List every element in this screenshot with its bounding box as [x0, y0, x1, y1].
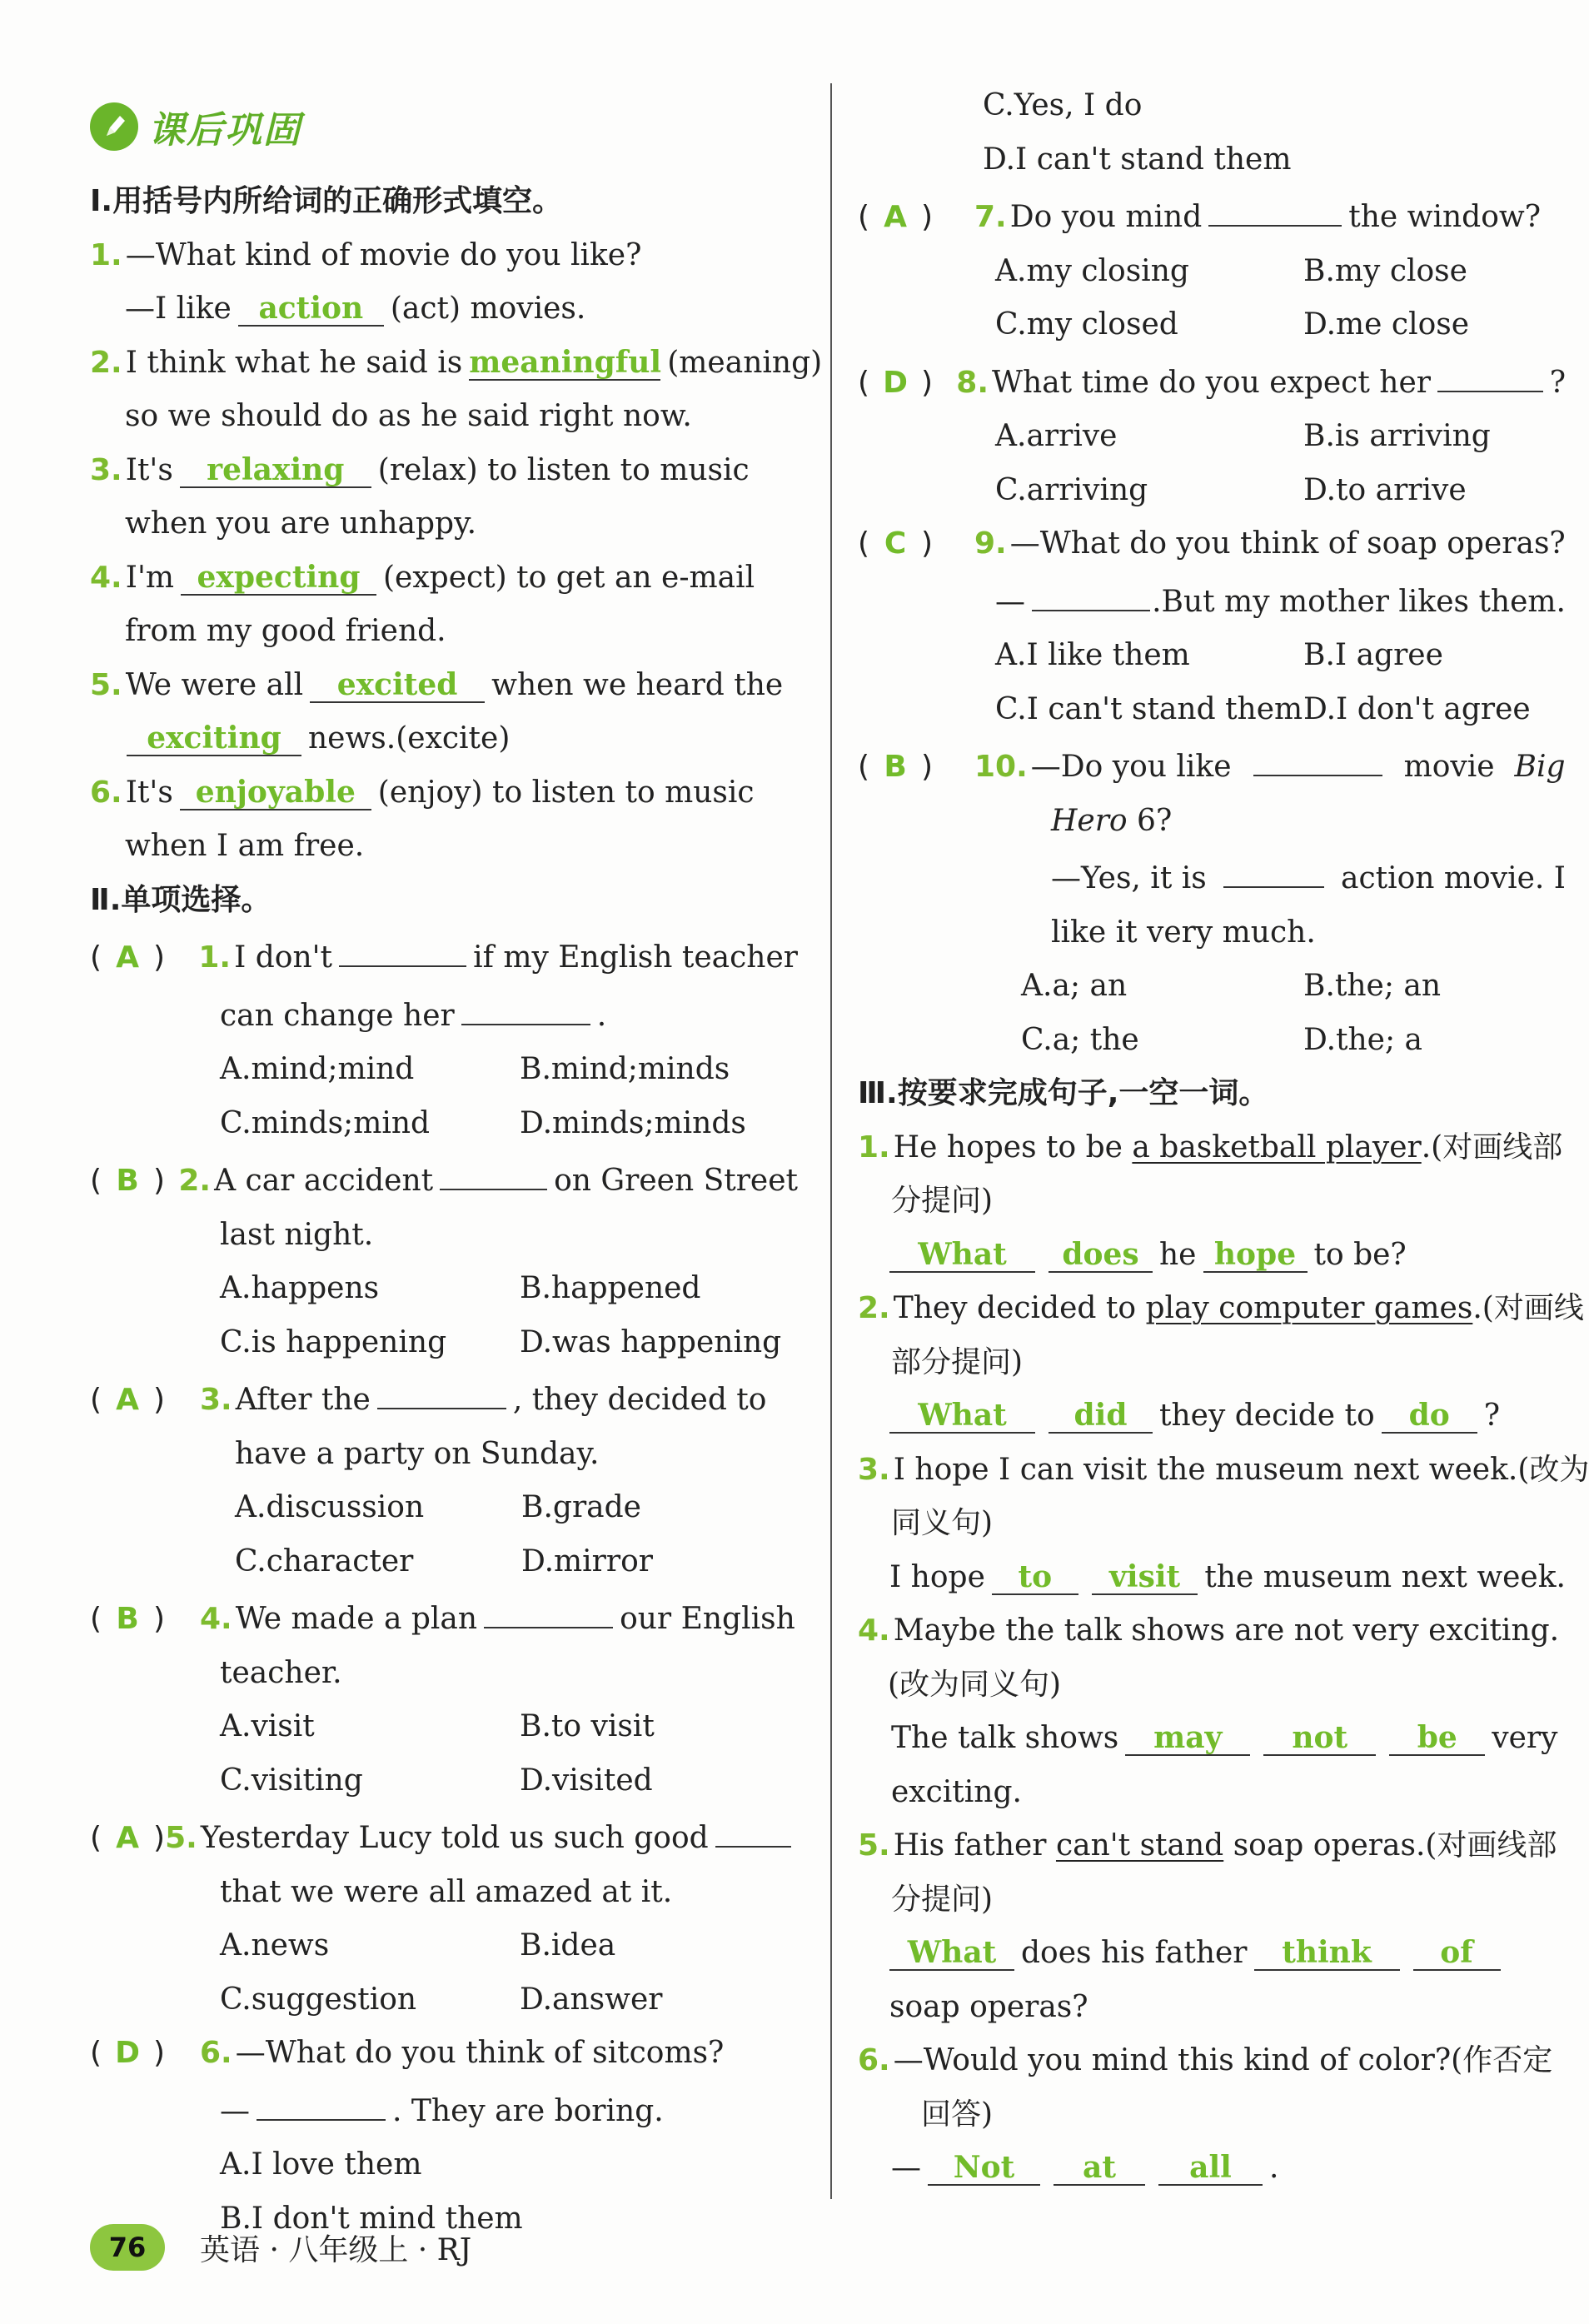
s2-q3-options-1	[90, 1481, 798, 1535]
answer-blank[interactable]	[461, 985, 590, 1025]
answer-blank[interactable]	[339, 927, 466, 967]
answer-blank[interactable]: not	[1263, 1716, 1376, 1756]
item-number: 1.	[90, 237, 122, 272]
question-text: the museum next week.	[1204, 1559, 1566, 1594]
option-b[interactable]: B.the; an	[1303, 969, 1442, 1003]
option-a[interactable]: A.news	[220, 1928, 330, 1962]
s1-item-5	[90, 659, 798, 713]
item-number: 4.	[858, 1613, 890, 1648]
question-text: A car accident	[214, 1164, 434, 1198]
s2-question-4-line2	[90, 1647, 798, 1701]
option-a[interactable]: A.I like them	[995, 638, 1190, 672]
answer-paren: ( B )	[90, 1593, 200, 1647]
question-text: when you are unhappy.	[125, 506, 477, 541]
s2-question-8	[858, 352, 1566, 411]
choice-answer[interactable]: D	[883, 365, 908, 400]
s2-question-1	[90, 927, 798, 985]
s3-item-4-line2	[858, 1658, 1566, 1713]
option-b[interactable]: B.I don't mind them	[220, 2201, 523, 2236]
answer-paren: ( D )	[90, 2027, 200, 2081]
item-number: 3.	[90, 452, 122, 487]
question-text: teacher.	[220, 1655, 342, 1690]
pencil-icon	[90, 102, 138, 151]
question-text: , they decided to	[512, 1383, 767, 1417]
s2-question-10-line4	[858, 906, 1566, 960]
question-text: have a party on Sunday.	[235, 1436, 600, 1471]
option-c[interactable]: C.visiting	[220, 1763, 363, 1798]
answer-paren: ( C )	[858, 517, 974, 571]
answer-blank[interactable]	[1437, 352, 1543, 392]
s2-q4-options-2	[90, 1754, 798, 1808]
option-c[interactable]: C.my closed	[995, 307, 1178, 342]
item-number: 3.	[858, 1452, 890, 1487]
column-divider	[830, 83, 832, 2199]
option-b[interactable]: B.to visit	[520, 1709, 655, 1743]
question-text: news.(excite)	[308, 721, 511, 756]
question-text: —What do you think of sitcoms?	[235, 2036, 725, 2070]
question-text: they decide to	[1159, 1399, 1375, 1433]
s2-q5-options-1	[90, 1919, 798, 1973]
question-text: soap operas?	[889, 1989, 1088, 2024]
s2-q2-options-1	[90, 1262, 798, 1316]
answer-blank[interactable]: expecting	[181, 556, 376, 596]
answer-blank[interactable]	[715, 1808, 791, 1848]
s2-q1-options-2	[90, 1097, 798, 1151]
answer-blank[interactable]: enjoyable	[180, 771, 371, 810]
question-text: our English	[620, 1602, 795, 1636]
s2-q8-options-2	[858, 464, 1566, 518]
s3-item-4	[858, 1604, 1566, 1658]
question-text: —	[891, 2151, 921, 2185]
underlined-part: a basketball player	[1132, 1130, 1422, 1164]
s1-item-4	[90, 551, 798, 606]
item-number: 5.	[165, 1821, 197, 1855]
s3-item-5-line2	[858, 1873, 1566, 1928]
question-text: —I like	[125, 292, 232, 326]
item-number: 8.	[956, 365, 989, 400]
option-c[interactable]: C.is happening	[220, 1324, 447, 1359]
s2-q3-options-2	[90, 1535, 798, 1589]
item-number: 2.	[178, 1164, 212, 1198]
item-number: 3.	[200, 1383, 232, 1417]
question-text: I'm	[125, 560, 174, 595]
option-d[interactable]: D.answer	[520, 1982, 663, 2017]
question-text: on Green Street	[554, 1164, 798, 1198]
s2-q7-options-1	[858, 245, 1566, 299]
option-d[interactable]: D.I can't stand them	[983, 142, 1292, 177]
s2-question-3	[90, 1369, 798, 1428]
s3-item-3-line2	[858, 1497, 1566, 1551]
s3-item-3-answer	[858, 1551, 1566, 1605]
question-text: if my English teacher	[473, 940, 798, 975]
question-text: He hopes to be	[893, 1130, 1123, 1164]
s2-question-5-line2	[90, 1866, 798, 1920]
option-c[interactable]: C.character	[235, 1544, 414, 1578]
header-title: 课后巩固	[148, 109, 301, 152]
s1-item-1-line2	[90, 282, 798, 337]
option-a[interactable]: A.arrive	[995, 419, 1118, 453]
s3-item-1-line2	[858, 1174, 1566, 1229]
option-a[interactable]: A.mind;mind	[220, 1052, 415, 1086]
answer-blank[interactable]: exciting	[127, 716, 301, 756]
s1-item-4-line2	[90, 605, 798, 659]
option-c[interactable]: C.a; the	[1021, 1022, 1139, 1057]
s2-q10-options-1	[858, 960, 1566, 1014]
question-text: so we should do as he said right now.	[125, 399, 692, 433]
option-a[interactable]: A.I love them	[220, 2147, 422, 2182]
choice-answer[interactable]: C	[884, 526, 907, 561]
question-text: that we were all amazed at it.	[220, 1874, 673, 1909]
option-c[interactable]: C.I can't stand them	[995, 691, 1303, 726]
item-number: 4.	[90, 560, 122, 595]
item-number: 2.	[858, 1291, 890, 1325]
s2-question-2	[90, 1150, 798, 1209]
option-d[interactable]: D.to arrive	[1303, 472, 1467, 507]
s2-question-3-line2	[90, 1428, 798, 1482]
option-b[interactable]: B.my close	[1303, 253, 1467, 288]
question-text: .	[1269, 2151, 1279, 2185]
answer-blank[interactable]	[377, 1369, 506, 1409]
s2-question-9-line2	[858, 571, 1566, 630]
movie-title: Hero	[1051, 803, 1128, 838]
question-text: when I am free.	[125, 829, 365, 863]
s3-item-6-line2	[858, 2088, 1566, 2142]
choice-answer[interactable]: A	[116, 1821, 139, 1855]
s3-item-1	[858, 1121, 1566, 1175]
s3-item-4-line4	[858, 1766, 1566, 1820]
choice-answer[interactable]: B	[116, 1602, 139, 1636]
option-c[interactable]: C.suggestion	[220, 1982, 417, 2017]
answer-blank[interactable]: of	[1413, 1931, 1501, 1971]
answer-paren: ( B )	[858, 741, 974, 795]
item-number: 1.	[198, 940, 232, 975]
option-b[interactable]: B.mind;minds	[520, 1052, 730, 1086]
item-number: 6.	[90, 775, 122, 810]
s2-question-5	[90, 1808, 798, 1866]
right-column	[858, 79, 1589, 2196]
answer-blank[interactable]: may	[1125, 1716, 1250, 1756]
answer-paren: ( B )	[90, 1155, 178, 1209]
s2-question-10-line2	[858, 795, 1566, 849]
question-text: (meaning)	[667, 345, 823, 380]
s2-question-7	[858, 187, 1566, 245]
answer-paren: ( A )	[90, 1812, 165, 1866]
question-text: 分提问)	[891, 1184, 994, 1218]
question-text: he	[1159, 1237, 1197, 1272]
section3-title: Ⅲ.按要求完成句子,一空一词。	[858, 1076, 1269, 1110]
s3-item-5-line4	[858, 1981, 1566, 2035]
s2-q9-options-2	[858, 683, 1566, 737]
option-c[interactable]: C.arriving	[995, 472, 1148, 507]
s2-q6-option-a	[90, 2138, 798, 2192]
s2-q10-options-2	[858, 1014, 1566, 1068]
question-text: —What do you think of soap operas?	[1009, 526, 1566, 561]
question-text: to be?	[1313, 1237, 1407, 1272]
option-d[interactable]: D.I don't agree	[1303, 691, 1531, 726]
question-text: .	[596, 998, 607, 1033]
question-text: from my good friend.	[125, 614, 446, 648]
question-text: the window?	[1348, 200, 1541, 234]
underlined-part: can't stand	[1055, 1828, 1224, 1863]
item-number: 1.	[858, 1130, 890, 1164]
s1-item-6-line2	[90, 820, 798, 874]
question-text: —	[220, 2093, 250, 2128]
option-c[interactable]: C.minds;mind	[220, 1105, 431, 1140]
question-text: —What kind of movie do you like?	[125, 237, 642, 272]
left-column	[90, 175, 823, 2246]
question-text: I hope I can visit the museum next week.(改为	[893, 1452, 1589, 1487]
question-text: 部分提问)	[891, 1344, 1024, 1379]
answer-blank[interactable]: all	[1158, 2146, 1263, 2186]
question-text: very	[1492, 1721, 1558, 1755]
s2-q7-options-2	[858, 298, 1566, 352]
question-text: does his father	[1021, 1936, 1248, 1970]
question-text: We made a plan	[235, 1602, 478, 1636]
question-text: 回答)	[921, 2097, 994, 2132]
answer-blank[interactable]: does	[1049, 1233, 1153, 1273]
question-text: can change her	[220, 998, 455, 1033]
s1-item-3	[90, 444, 798, 498]
question-text: They decided to	[893, 1291, 1137, 1325]
question-text: ?	[1483, 1399, 1501, 1433]
question-text: (enjoy) to listen to music	[377, 775, 755, 810]
option-a[interactable]: A.happens	[220, 1271, 380, 1305]
option-a[interactable]: A.my closing	[995, 253, 1189, 288]
section1-title: Ⅰ.用括号内所给词的正确形式填空。	[90, 184, 563, 218]
choice-answer[interactable]: A	[116, 940, 139, 975]
answer-blank[interactable]: What	[889, 1394, 1035, 1434]
question-text: —	[995, 584, 1025, 619]
s3-item-6	[858, 2034, 1566, 2088]
answer-paren: ( A )	[90, 1374, 200, 1428]
question-text: last night.	[220, 1217, 374, 1252]
answer-paren: ( A )	[90, 931, 198, 985]
question-text: Do you mind	[1009, 200, 1203, 234]
item-number: 2.	[90, 345, 122, 380]
option-b[interactable]: B.grade	[521, 1490, 641, 1524]
s2-q6-option-d	[858, 133, 1566, 187]
page-footer	[90, 2224, 471, 2271]
s2-q5-options-2	[90, 1973, 798, 2027]
option-d[interactable]: D.the; a	[1303, 1022, 1423, 1057]
question-text: We were all	[125, 667, 304, 702]
item-number: 7.	[974, 200, 1007, 234]
option-a[interactable]: A.discussion	[235, 1490, 425, 1524]
question-text: .(对画线	[1472, 1291, 1584, 1325]
s2-question-10	[858, 736, 1566, 795]
s1-item-1	[90, 229, 798, 283]
answer-paren: ( D )	[858, 357, 956, 411]
answer-blank[interactable]: hope	[1203, 1233, 1308, 1273]
answer-blank[interactable]	[1253, 736, 1382, 776]
question-text: movie	[1403, 750, 1495, 784]
s2-question-6-line2	[90, 2081, 798, 2139]
answer-blank[interactable]: Not	[928, 2146, 1040, 2186]
s1-item-6	[90, 766, 798, 820]
question-text: Maybe the talk shows are not very exciting.	[893, 1613, 1560, 1648]
movie-title: Big	[1514, 750, 1566, 784]
option-b[interactable]: B.is arriving	[1303, 419, 1491, 453]
s2-question-2-line2	[90, 1209, 798, 1263]
answer-blank[interactable]	[440, 1150, 547, 1190]
item-number: 6.	[200, 2036, 232, 2070]
question-text: soap operas.(对画线部	[1233, 1828, 1557, 1863]
answer-blank[interactable]: visit	[1092, 1555, 1198, 1595]
question-text: (expect) to get an e-mail	[383, 560, 755, 595]
question-text: His father	[893, 1828, 1047, 1863]
answer-blank[interactable]: relaxing	[180, 448, 371, 488]
choice-answer[interactable]: D	[115, 2036, 140, 2070]
question-text: . They are boring.	[392, 2093, 664, 2128]
question-text: action movie. I	[1341, 861, 1566, 895]
item-number: 10.	[974, 750, 1028, 784]
section-header	[90, 100, 301, 153]
s2-question-10-line3	[858, 848, 1566, 906]
s3-item-6-answer	[858, 2142, 1566, 2196]
option-d[interactable]: D.was happening	[520, 1324, 782, 1359]
item-number: 9.	[974, 526, 1007, 561]
answer-blank[interactable]	[1032, 571, 1150, 611]
choice-answer[interactable]: B	[884, 750, 907, 784]
answer-blank[interactable]: What	[889, 1233, 1035, 1273]
question-text: I think what he said is	[125, 345, 463, 380]
question-text: .But my mother likes them.	[1152, 584, 1566, 619]
question-text: Yesterday Lucy told us such good	[200, 1821, 709, 1855]
option-c[interactable]: C.Yes, I do	[983, 88, 1143, 122]
s3-item-2-line2	[858, 1336, 1566, 1390]
answer-paren: ( A )	[858, 191, 974, 245]
question-text: when we heard the	[491, 667, 784, 702]
page-number: 76	[90, 2224, 165, 2271]
answer-blank[interactable]	[1223, 848, 1324, 888]
option-b[interactable]: B.I agree	[1303, 638, 1443, 672]
s2-q2-options-2	[90, 1316, 798, 1370]
option-d[interactable]: D.me close	[1303, 307, 1470, 342]
s2-question-9	[858, 517, 1566, 571]
question-text: I hope	[889, 1559, 985, 1594]
s3-item-5-answer	[858, 1927, 1566, 1981]
item-number: 6.	[858, 2043, 890, 2077]
option-a[interactable]: A.a; an	[1021, 969, 1128, 1003]
option-a[interactable]: A.visit	[220, 1709, 315, 1743]
option-d[interactable]: D.visited	[520, 1763, 653, 1798]
answer-blank[interactable]	[257, 2081, 386, 2121]
book-info: 英语 · 八年级上 · RJ	[200, 2232, 472, 2267]
s3-item-3	[858, 1444, 1589, 1498]
s1-item-2-line2	[90, 390, 798, 444]
option-b[interactable]: B.happened	[520, 1271, 701, 1305]
option-d[interactable]: D.minds;minds	[520, 1105, 746, 1140]
question-text: It's	[125, 775, 173, 810]
answer-blank[interactable]	[484, 1588, 613, 1628]
question-text: The talk shows	[891, 1721, 1119, 1755]
s3-item-5	[858, 1819, 1566, 1873]
question-text: like it very much.	[1051, 915, 1316, 950]
section2-title: Ⅱ.单项选择。	[90, 882, 271, 917]
s2-q9-options-1	[858, 629, 1566, 683]
question-text: —Yes, it is	[1051, 861, 1207, 895]
answer-blank[interactable]: at	[1054, 2146, 1145, 2186]
question-text: 6?	[1137, 803, 1173, 838]
s3-item-4-answer	[858, 1712, 1566, 1766]
question-text: What time do you expect her	[992, 365, 1431, 400]
answer-blank[interactable]: did	[1049, 1394, 1153, 1434]
question-text: 同义句)	[891, 1506, 994, 1540]
question-text: ?	[1549, 365, 1566, 400]
answer-blank[interactable]: think	[1254, 1931, 1400, 1971]
answer-blank[interactable]: action	[238, 287, 384, 327]
question-text: (relax) to listen to music	[377, 452, 750, 487]
s1-item-2	[90, 337, 823, 391]
item-number: 5.	[858, 1828, 890, 1863]
question-text: It's	[125, 452, 173, 487]
answer-blank[interactable]: excited	[310, 663, 485, 703]
choice-answer[interactable]: B	[116, 1164, 139, 1198]
item-number: 5.	[90, 667, 122, 702]
s3-item-1-answer	[858, 1229, 1566, 1283]
question-text: —Do you like	[1030, 750, 1232, 784]
s3-item-2-answer	[858, 1389, 1566, 1444]
question-text: —Would you mind this kind of color?(作否定	[893, 2043, 1553, 2077]
answer-blank[interactable]: be	[1389, 1716, 1485, 1756]
s2-question-1-line2	[90, 985, 798, 1044]
option-b[interactable]: B.idea	[520, 1928, 616, 1962]
question-text: After the	[235, 1383, 371, 1417]
s2-question-4	[90, 1588, 798, 1647]
s2-q1-options-1	[90, 1043, 798, 1097]
s2-q8-options-1	[858, 410, 1566, 464]
question-text: 分提问)	[891, 1882, 994, 1917]
question-text: .(对画线部	[1421, 1130, 1563, 1164]
question-text: exciting.	[891, 1774, 1022, 1809]
answer-blank[interactable]	[1208, 187, 1342, 227]
question-text: I don't	[234, 940, 333, 975]
s1-item-3-line2	[90, 497, 798, 551]
answer-blank[interactable]: meaningful	[469, 341, 660, 381]
answer-blank[interactable]: What	[889, 1931, 1014, 1971]
question-text: (act) movies.	[390, 292, 586, 326]
s2-q4-options-1	[90, 1700, 798, 1754]
item-number: 4.	[200, 1602, 232, 1636]
s3-item-2	[858, 1282, 1584, 1336]
s2-q6-option-c	[858, 79, 1566, 133]
choice-answer[interactable]: A	[116, 1383, 139, 1417]
s2-question-6	[90, 2027, 798, 2081]
answer-blank[interactable]: do	[1382, 1394, 1477, 1434]
underlined-part: play computer games	[1145, 1291, 1473, 1325]
choice-answer[interactable]: A	[884, 200, 907, 234]
question-text: (改为同义句)	[888, 1667, 1062, 1702]
answer-blank[interactable]: to	[992, 1555, 1078, 1595]
option-d[interactable]: D.mirror	[521, 1544, 653, 1578]
s1-item-5-line2	[90, 712, 798, 766]
